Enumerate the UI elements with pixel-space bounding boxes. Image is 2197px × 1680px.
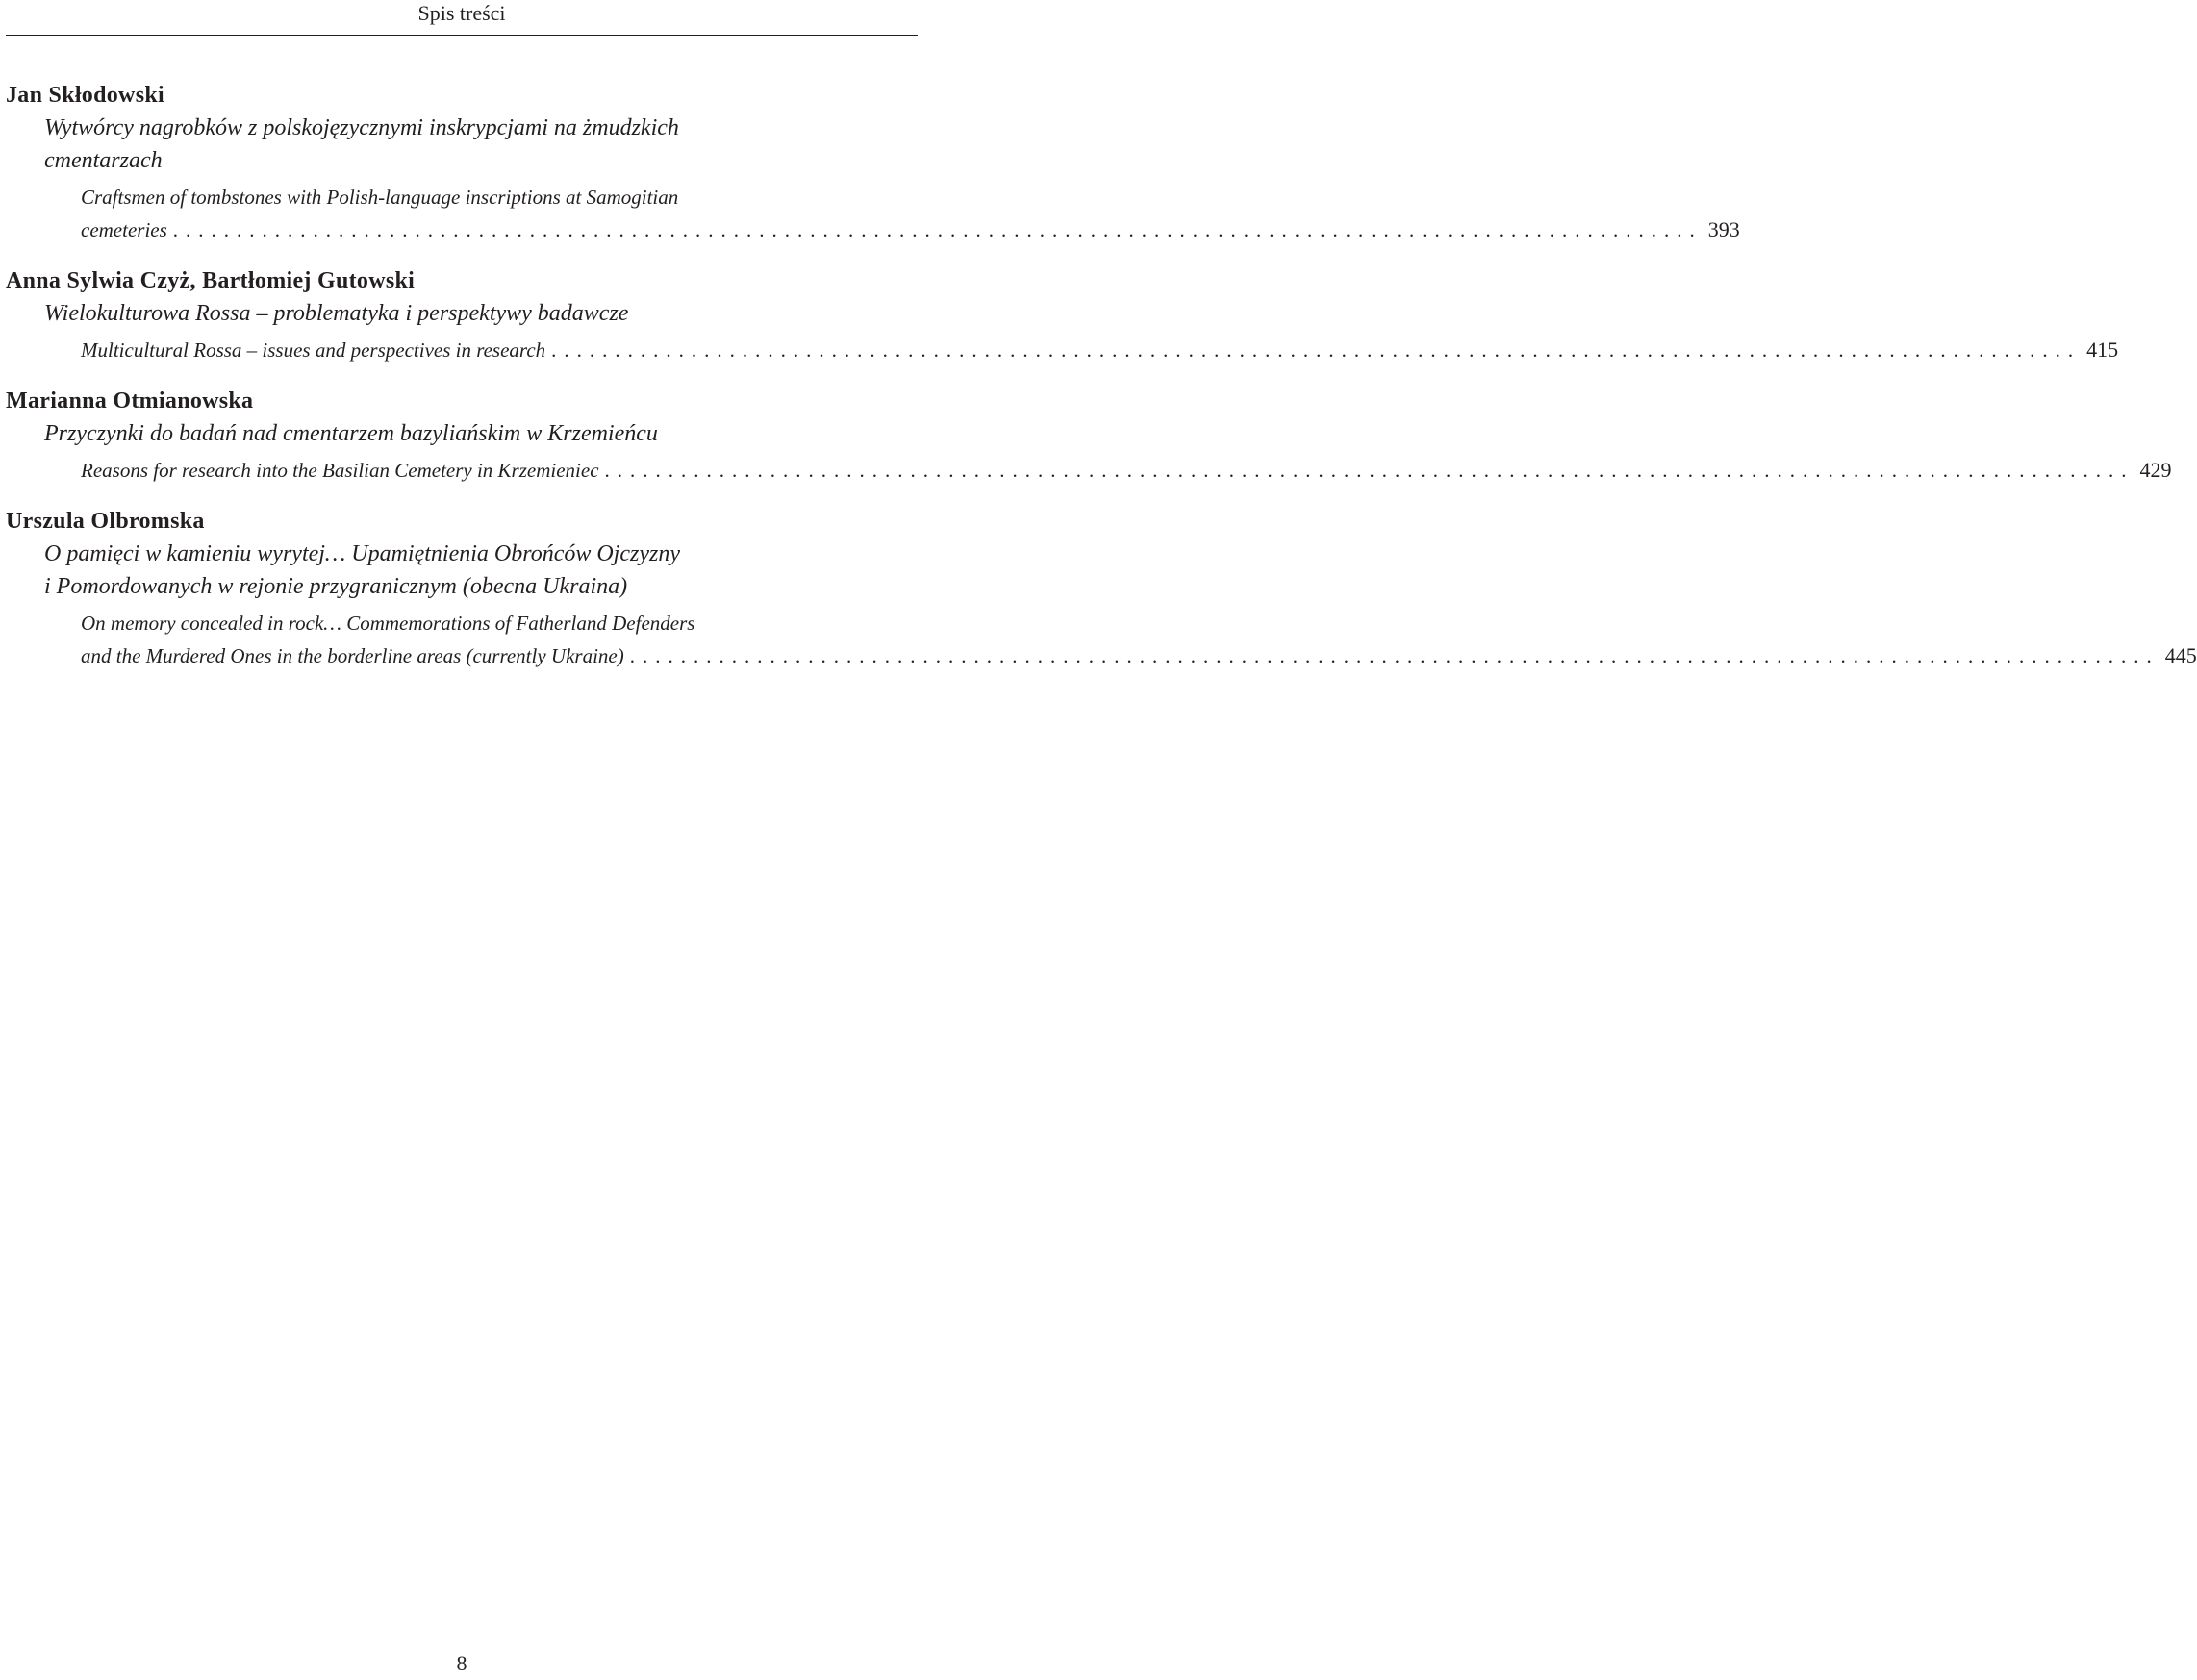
entry-title-pl xyxy=(44,297,918,330)
entry-title-en xyxy=(81,454,2172,487)
entry-title-en-last-line xyxy=(81,213,1740,246)
entry-title-en xyxy=(81,181,1740,246)
entry-page-number: 429 xyxy=(2139,458,2172,482)
dot-leader: ........................................................................................................................ xyxy=(172,218,1703,241)
entry-title-en xyxy=(81,607,2197,672)
entry-author: Marianna Otmianowska xyxy=(6,389,254,414)
running-head-title: Spis treści xyxy=(417,1,506,25)
entry-title-en-last-text: and the Murdered Ones in the borderline areas (currently Ukraine) xyxy=(81,644,624,667)
entry-title-en-last-line xyxy=(81,454,2172,487)
dot-leader: ........................................................................................................................ xyxy=(604,459,2134,482)
dot-leader: ........................................................................................................................ xyxy=(551,339,2082,362)
entry-title-pl xyxy=(44,538,918,603)
entry-author: Urszula Olbromska xyxy=(6,509,205,534)
entry-title-pl xyxy=(44,417,918,450)
table-of-contents xyxy=(6,79,2197,690)
entry-title-en-last-text: Multicultural Rossa – issues and perspectives in research xyxy=(81,339,546,362)
entry-title-en-last-text: cemeteries xyxy=(81,218,167,241)
entry-title-en-line: On memory concealed in rock… Commemorations of Fatherland Defenders xyxy=(81,612,695,635)
entry-title-en-last-text: Reasons for research into the Basilian Cemetery in Krzemieniec xyxy=(81,459,599,482)
entry-title-pl-line: Wielokulturowa Rossa – problematyka i perspektywy badawcze xyxy=(44,301,629,326)
toc-entry xyxy=(6,79,1740,246)
toc-entry xyxy=(6,385,2172,487)
dot-leader: ........................................................................................................................ xyxy=(629,644,2159,667)
entry-title-en-line: Craftsmen of tombstones with Polish-language inscriptions at Samogitian xyxy=(81,186,679,209)
entry-page-number: 415 xyxy=(2086,338,2119,362)
entry-title-pl-line: cmentarzach xyxy=(44,148,163,173)
entry-title-pl-line: Wytwórcy nagrobków z polskojęzycznymi inskrypcjami na żmudzkich xyxy=(44,115,679,140)
entry-title-en xyxy=(81,334,2119,366)
entry-title-pl-line: Przyczynki do badań nad cmentarzem bazyliańskim w Krzemieńcu xyxy=(44,421,658,446)
running-head xyxy=(6,0,918,36)
toc-entry xyxy=(6,264,2119,366)
entry-title-pl xyxy=(44,112,918,177)
entry-page-number: 445 xyxy=(2164,643,2197,667)
entry-title-en-last-line xyxy=(81,639,2197,672)
toc-entry xyxy=(6,505,2197,672)
entry-title-pl-line: i Pomordowanych w rejonie przygranicznym (obecna Ukraina) xyxy=(44,574,628,599)
page-folio: 8 xyxy=(456,1651,467,1675)
entry-author: Anna Sylwia Czyż, Bartłomiej Gutowski xyxy=(6,268,416,293)
entry-title-pl-line: O pamięci w kamieniu wyrytej… Upamiętnienia Obrońców Ojczyzny xyxy=(44,541,680,566)
entry-page-number: 393 xyxy=(1707,217,1740,241)
entry-author: Jan Skłodowski xyxy=(6,83,164,108)
entry-title-en-last-line xyxy=(81,334,2119,366)
